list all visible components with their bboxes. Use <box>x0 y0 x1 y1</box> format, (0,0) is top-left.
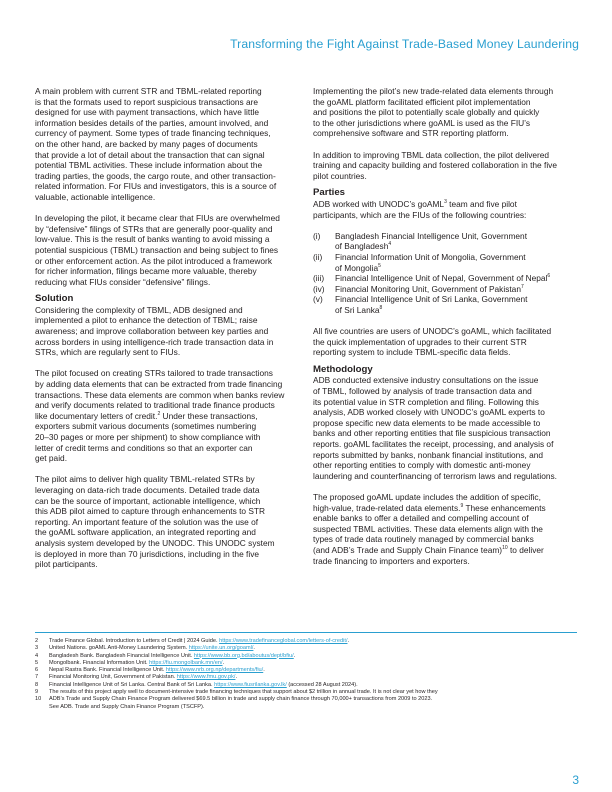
footnote: 5 Mongolbank. Financial Information Unit. https://fiu.mongolbank.mn/en/. <box>35 659 225 666</box>
list-item: (ii) Financial Information Unit of Mongolia, Government of Mongolia$^5$ <box>313 251 526 273</box>
footnote: 9 The results of this project apply well to document-intensive trade financing techniques that support about $2 trillion in annual trade. It is not clear yet how they <box>35 689 438 696</box>
left-column <box>35 86 297 570</box>
paragraph-str-formats: A main problem with current STR and TBML-related reporting is that the formats used to report suspicious transactions are designed for use with payment transactions, which have little information besides details of the parties, amount involved, and currency of payment. Some types of trade financing techniques, on the other hand, are backed by many pages of documents that provide a lot of detail about the transaction that can signal potential TBML activities. These include information about the trading parties, the goods, the cargo route, and other transaction- related information. For FIUs and investigators, this is a source of valuable, actionable intelligence. <box>35 86 277 202</box>
footnote-divider <box>35 632 577 633</box>
footnote: 6 Nepal Rastra Bank. Financial Intelligence Unit. https://www.nrb.org.np/departments/fiu/. <box>35 667 265 674</box>
paragraph-goaml-update: The proposed goAML update includes the addition of specific, high-value, trade-related data elements.$^9$ These enhancements enable banks to offer a detailed and compelling account of suspected TBML activities. These data elements align with the types of trade data routinely managed by commercial banks (and ADB’s Trade and Supply Chain Finance team)$^{10}$ to deliver trade financing to importers and exporters. <box>313 491 546 566</box>
footnote-link[interactable]: https://www.nrb.org.np/departments/fiu/ <box>165 667 264 674</box>
paragraph-pilot-aims: The pilot aims to deliver high quality TBML-related STRs by leveraging on data-rich trade documents. Detailed trade data can be the source of important, actionable intelligence, which this ADB pilot aimed to capture through enhancements to STR reporting. An important feature of the solution was the use of the goAML software application, an integrated reporting and analysis system developed by the UNODC. This UNODC system is deployed in more than 70 jurisdictions, including in the five pilot participants. <box>35 474 275 570</box>
paragraph-goaml-users: All five countries are users of UNODC’s goAML, which facilitated the quick implementation of upgrades to their current STR reporting system to include TBML-specific data fields. <box>313 326 552 358</box>
footnote-link[interactable]: https://fiu.mongolbank.mn/en/ <box>149 659 223 666</box>
list-item: (v) Financial Intelligence Unit of Sri Lanka, Government of Sri Lanka$^8$ <box>313 294 528 315</box>
footnote-link[interactable]: https://unite.un.org/goaml/ <box>188 645 254 652</box>
footnote-ref-3[interactable]: 3 <box>444 198 447 205</box>
list-item: (i) Bangladesh Financial Intelligence Unit, Government of Bangladesh$^4$ <box>313 230 528 252</box>
parties-list <box>313 231 575 316</box>
paragraph-parties-intro: ADB worked with UNODC’s goAML$^3$ team and five pilot participants, which are the FIUs of the following countries: <box>313 198 527 220</box>
solution-heading: Solution <box>35 293 74 305</box>
parties-heading: Parties <box>313 187 345 199</box>
footnote: 3 United Nations. goAML Anti-Money Laundering System. https://unite.un.org/goaml/. <box>35 645 255 652</box>
footnote <box>35 711 580 718</box>
running-header-title: Transforming the Fight Against Trade-Based Money Laundering <box>230 37 579 51</box>
footnote-ref-4[interactable]: 4 <box>388 241 392 248</box>
footnote-ref-8[interactable]: 8 <box>379 304 383 311</box>
footnotes <box>35 638 580 718</box>
footnote-link[interactable]: https://www.fmu.gov.pk/ <box>176 674 236 681</box>
paragraph-goaml-platform: Implementing the pilot’s new trade-related data elements through the goAML platform facilitated efficient pilot implementation and positions the pilot to potentially scale globally and quickly to the other jurisdictions where goAML is used as the FIU’s comprehensive software and STR reporting platform. <box>313 86 554 139</box>
footnote-ref-9[interactable]: 9 <box>460 502 464 509</box>
footnote: 7 Financial Monitoring Unit, Government of Pakistan. https://www.fmu.gov.pk/. <box>35 674 238 681</box>
paragraph-pilot-focus: The pilot focused on creating STRs tailored to trade transactions by adding data elements that can be extracted from trade financing transactions. These data elements are common when banks review and verify documents related to traditional trade finance products like documentary letters of credit.$^2$ Under these transactions, exporters submit various documents (sometimes numbering 20–30 pages or more per shipment) to show compliance with letter of credit terms and conditions so that an exporter can get paid. <box>35 368 285 464</box>
paragraph-methodology: ADB conducted extensive industry consultations on the issue of TBML, followed by analysis of trade transaction data and its potential value in STR completion and filing. Following this analysis, ADB worked closely with UNODC’s goAML experts to propose specific new data elements to be made accessible to banks and other reporting entities that file suspicious transaction reports. goAML facilitates the receipt, processing, and analysis of reports submitted by banks, nonbank financial institutions, and other reporting entities to comply with domestic anti-money laundering and counterfinancing of terrorism laws and regulations. <box>313 375 557 481</box>
footnote-link[interactable]: https://www.fiusrilanka.gov.lk/ <box>214 681 287 688</box>
list-item: (iii) Financial Intelligence Unit of Nepal, Government of Nepal$^6$ <box>313 273 551 284</box>
right-column <box>313 86 575 566</box>
paragraph-solution: Considering the complexity of TBML, ADB designed and implemented a pilot to enhance the detection of TBML; raise awareness; and improve collaboration between key parties and across borders in using intelligence-rich trade transaction data in STRs, which are regularly sent to FIUs. <box>35 304 274 358</box>
list-item: (iv) Financial Monitoring Unit, Government of Pakistan$^7$ <box>313 283 524 294</box>
paragraph-defensive-filings: In developing the pilot, it became clear that FIUs are overwhelmed by “defensive” filings of STRs that are generally poor-quality and low-value. This is the result of banks wanting to avoid missing a potential suspicious (TBML) transaction and being subject to fines or other enforcement action. As the pilot introduced a framework for richer information, filings became more valuable, thereby reducing what FIUs consider “defensive” filings. <box>35 213 280 287</box>
footnote-ref-6[interactable]: 6 <box>547 273 551 280</box>
footnote-ref-5[interactable]: 5 <box>378 262 381 269</box>
methodology-heading: Methodology <box>313 363 373 375</box>
footnote: 10 ADB’s Trade and Supply Chain Finance Program delivered $69.5 billion in trade and supply chain finance through 70,000+ transactions from 2009 to 2023. See ADB. Trade and Supply Chain Finance Program (TSCFP). <box>35 696 433 710</box>
footnote: 8 Financial Intelligence Unit of Sri Lanka. Central Bank of Sri Lanka. https://www.fiusrilanka.gov.lk/ (accessed 28 August 2024). <box>35 681 358 688</box>
footnote-ref-10[interactable]: 10 <box>502 544 508 551</box>
footnote: 4 Bangladesh Bank. Bangladesh Financial Intelligence Unit. https://www.bb.org.bd/aboutus/dept/bfiu/. <box>35 652 296 659</box>
page-number: 3 <box>572 773 579 787</box>
footnote-ref-7[interactable]: 7 <box>520 283 524 290</box>
footnote-link[interactable]: https://www.tradefinanceglobal.com/letters-of-credit/ <box>219 638 348 644</box>
paragraph-training: In addition to improving TBML data collection, the pilot delivered training and capacity building and fostered collaboration in the five pilot countries. <box>313 149 557 181</box>
footnote-link[interactable]: https://www.bb.org.bd/aboutus/dept/bfiu/ <box>193 652 294 659</box>
footnote-ref-2[interactable]: 2 <box>157 410 161 417</box>
footnote: 2 Trade Finance Global. Introduction to Letters of Credit | 2024 Guide. https://www.tradefinanceglobal.com/letters-of-credit/. <box>35 638 350 644</box>
